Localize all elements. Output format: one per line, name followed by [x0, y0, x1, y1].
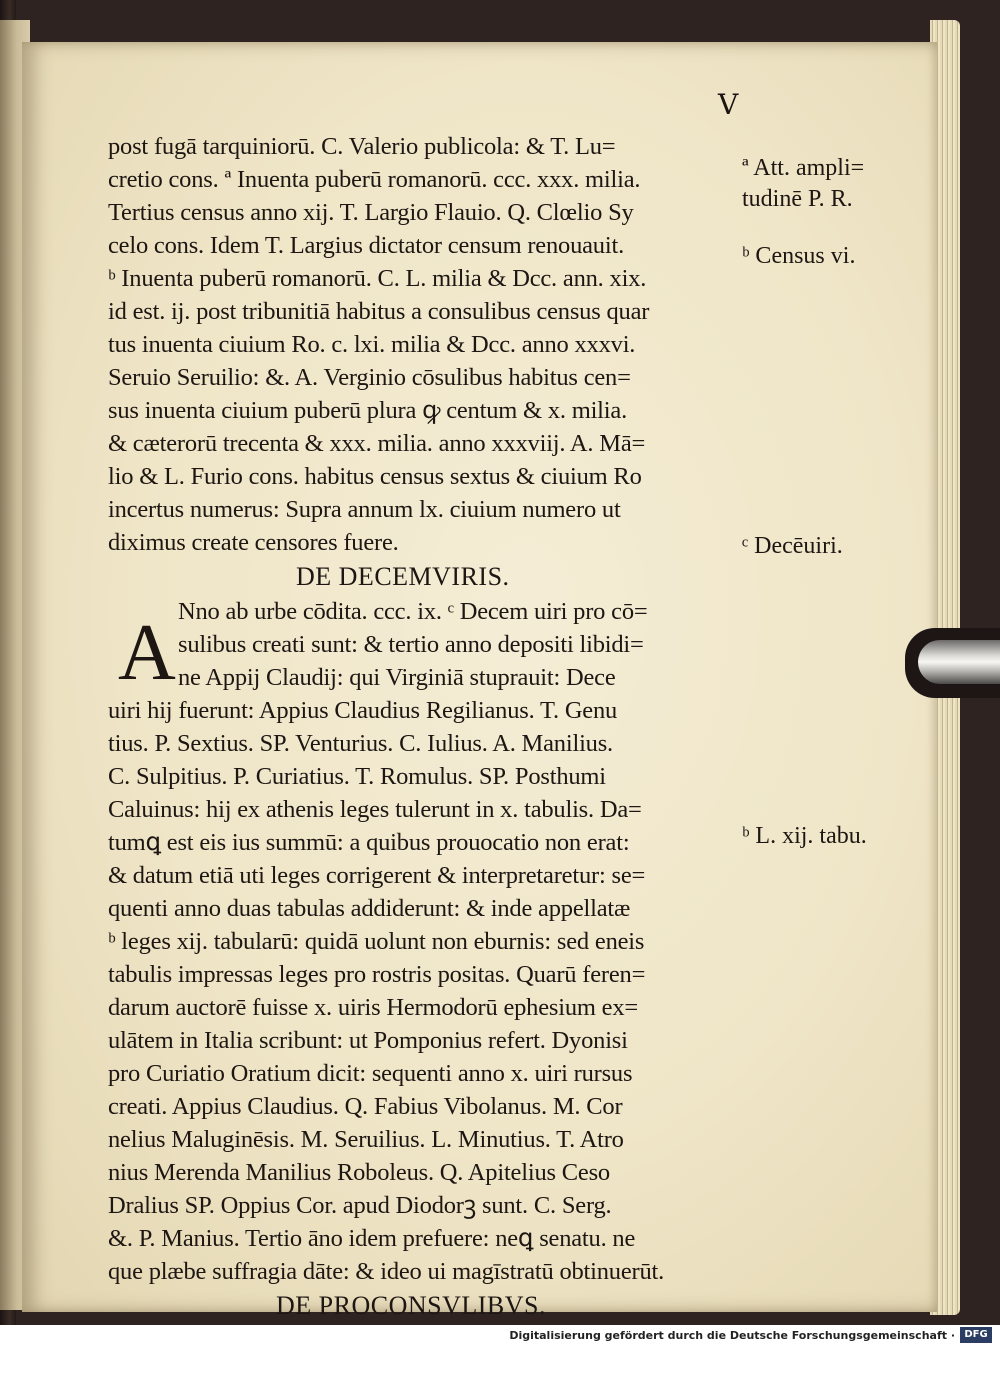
text-line: creati. Appius Claudius. Q. Fabius Vibolanus. M. Cor	[108, 1093, 623, 1120]
text-line: ne Appij Claudij: qui Virginiā stuprauit: Dece	[178, 664, 616, 691]
dfg-logo: DFG	[960, 1327, 992, 1343]
marginal-note: ᵇ L. xij. tabu.	[742, 823, 867, 849]
section-heading-decemviri: DE DECEMVIRIS.	[296, 562, 510, 591]
marginal-note: ᵇ Census vi.	[742, 243, 856, 269]
text-line: post fugā tarquiniorū. C. Valerio publicola: & T. Lu=	[108, 133, 616, 160]
text-line: que plæbe suffragia dāte: & ideo ui magīstratū obtinuerūt.	[108, 1258, 665, 1285]
text-line: tus inuenta ciuium Ro. c. lxi. milia & Dcc. anno xxxvi.	[108, 331, 636, 358]
text-line: diximus create censores fuere.	[108, 529, 399, 556]
text-line: & cæterorū trecenta & xxx. milia. anno xxxviij. A. Mā=	[108, 430, 646, 457]
text-line: uiri hij fuerunt: Appius Claudius Regilianus. T. Genu	[108, 697, 618, 724]
text-line: incertus numerus: Supra annum lx. ciuium numero ut	[108, 496, 621, 523]
main-text-block	[108, 130, 728, 1324]
signature-mark: V	[718, 88, 739, 121]
text-line: Caluinus: hij ex athenis leges tulerunt in x. tabulis. Da=	[108, 796, 642, 823]
text-line: nius Merenda Manilius Roboleus. Q. Apitelius Ceso	[108, 1159, 610, 1186]
section-heading-proconsulibus: DE PROCONSVLIBVS.	[276, 1291, 546, 1320]
decemviri-paragraph	[108, 595, 728, 1288]
text-line: quenti anno duas tabulas addiderunt: & inde appellatæ	[108, 895, 631, 922]
text-line: cretio cons. ª Inuenta puberū romanorū. ccc. xxx. milia.	[108, 166, 641, 193]
text-line: sus inuenta ciuium puberū plura ꝙ centum & x. milia.	[108, 397, 627, 424]
text-line: celo cons. Idem T. Largius dictator censum renouauit.	[108, 232, 624, 259]
text-line: Tertius census anno xij. T. Largio Flauio. Q. Clœlio Sy	[108, 199, 634, 226]
marginal-note: ª Att. ampli=	[742, 155, 865, 181]
text-line: ulātem in Italia scribunt: ut Pomponius refert. Dyonisi	[108, 1027, 628, 1054]
text-line: darum auctorē fuisse x. uiris Hermodorū ephesium ex=	[108, 994, 639, 1021]
text-line: pro Curiatio Oratium dicit: sequenti anno x. uiri rursus	[108, 1060, 633, 1087]
text-line: tumꝗ est eis ius summū: a quibus prouocatio non erat:	[108, 829, 630, 856]
drop-cap: A	[118, 609, 176, 697]
text-line: Nno ab urbe cōdita. ccc. ix. ᶜ Decem uiri pro cō=	[178, 598, 648, 625]
text-line: lio & L. Furio cons. habitus census sextus & ciuium Ro	[108, 463, 642, 490]
text-line: Dralius SP. Oppius Cor. apud Diodorꝫ sunt. C. Serg.	[108, 1192, 612, 1219]
marginal-note: ᶜ Decēuiri.	[742, 533, 843, 559]
text-line: ᵇ leges xij. tabularū: quidā uolunt non eburnis: sed eneis	[108, 928, 645, 955]
text-line: ᵇ Inuenta puberū romanorū. C. L. milia & Dcc. ann. xix.	[108, 265, 647, 292]
digitization-credit: Digitalisierung gefördert durch die Deutsche Forschungsgemeinschaft ·	[509, 1329, 955, 1342]
text-line: nelius Maluginēsis. M. Seruilius. L. Minutius. T. Atro	[108, 1126, 624, 1153]
text-line: sulibus creati sunt: & tertio anno depositi libidi=	[178, 631, 644, 658]
text-line: tabulis impressas leges pro rostris positas. Quarū feren=	[108, 961, 646, 988]
text-line: & datum etiā uti leges corrigerent & interpretaretur: se=	[108, 862, 646, 889]
book-clasp	[918, 640, 1000, 684]
text-line: tius. P. Sextius. SP. Venturius. C. Iulius. A. Manilius.	[108, 730, 613, 757]
marginal-note: tudinē P. R.	[742, 186, 853, 212]
text-line: &. P. Manius. Tertio āno idem prefuere: neꝗ senatu. ne	[108, 1225, 636, 1252]
text-line: C. Sulpitius. P. Curiatius. T. Romulus. SP. Posthumi	[108, 763, 606, 790]
text-line: Seruio Seruilio: &. A. Verginio cōsulibus habitus cen=	[108, 364, 631, 391]
text-line: id est. ij. post tribunitiā habitus a consulibus census quar	[108, 298, 650, 325]
